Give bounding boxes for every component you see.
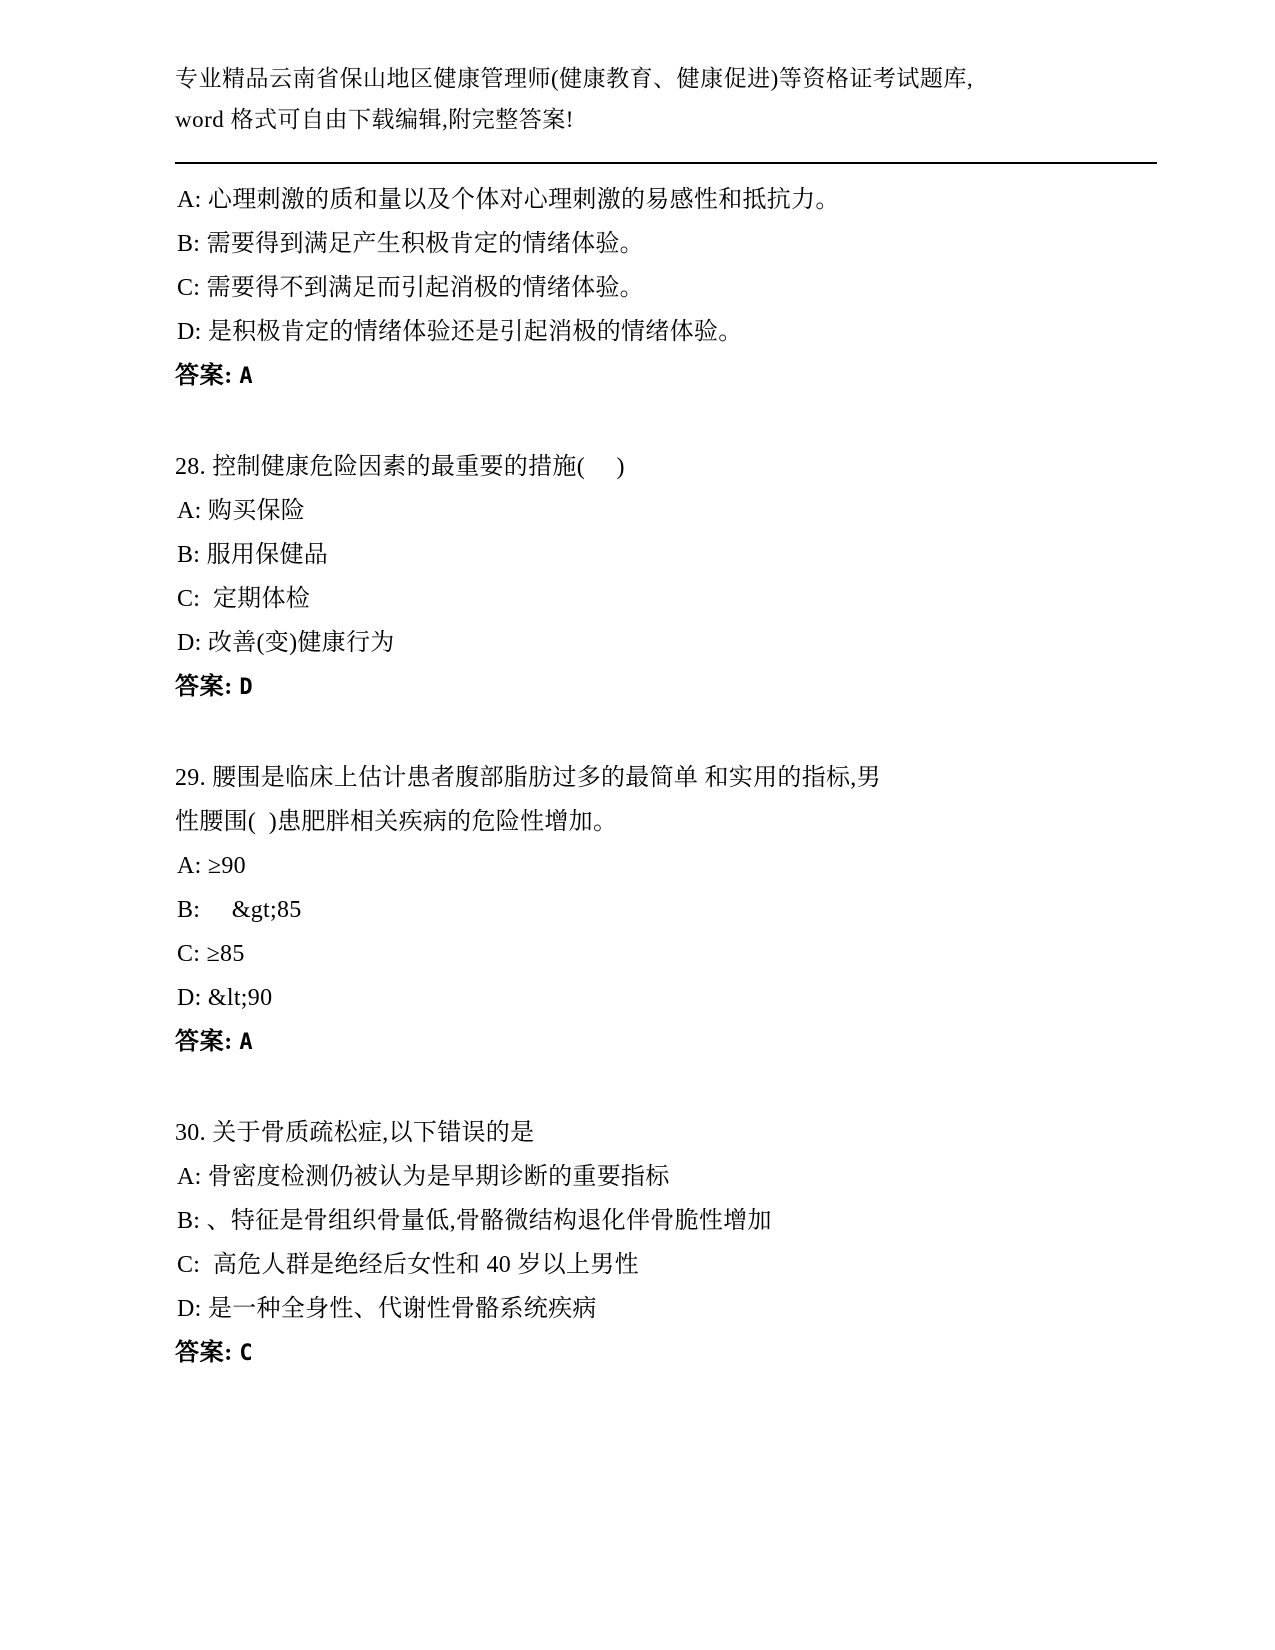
option-b: B: 需要得到满足产生积极肯定的情绪体验。 xyxy=(177,231,644,257)
question-block xyxy=(175,445,1157,710)
answer-value: C xyxy=(239,1341,254,1366)
answer-row xyxy=(175,1020,1157,1065)
answer-label: 答案: xyxy=(175,674,233,700)
option-c: C: ≥85 xyxy=(177,941,245,967)
option-c: C: 定期体检 xyxy=(177,586,311,612)
option-a: A: 心理刺激的质和量以及个体对心理刺激的易感性和抵抗力。 xyxy=(177,187,840,213)
header-line-1: 专业精品云南省保山地区健康管理师(健康教育、健康促进)等资格证考试题库, xyxy=(175,66,974,91)
option-b: B: 、特征是骨组织骨量低,骨骼微结构退化伴骨脆性增加 xyxy=(177,1208,772,1234)
answer-value: D xyxy=(239,675,254,700)
header-line-2: word 格式可自由下载编辑,附完整答案! xyxy=(175,107,574,132)
page-header xyxy=(175,58,1157,140)
option-b: B: 服用保健品 xyxy=(177,542,329,568)
answer-row xyxy=(175,354,1157,399)
option-d: D: 改善(变)健康行为 xyxy=(177,630,395,656)
option-a: A: ≥90 xyxy=(177,853,246,879)
answer-label: 答案: xyxy=(175,1029,233,1055)
answer-label: 答案: xyxy=(175,1340,233,1366)
answer-row xyxy=(175,1331,1157,1376)
question-stem: 29. 腰围是临床上估计患者腹部脂肪过多的最简单 和实用的指标,男 性腰围( )患肥胖相关疾病的危险性增加。 xyxy=(175,765,881,835)
option-d: D: &lt;90 xyxy=(177,985,273,1011)
option-a: A: 购买保险 xyxy=(177,498,306,524)
answer-row xyxy=(175,665,1157,710)
option-d: D: 是积极肯定的情绪体验还是引起消极的情绪体验。 xyxy=(177,319,743,345)
option-d: D: 是一种全身性、代谢性骨骼系统疾病 xyxy=(177,1296,597,1322)
header-divider xyxy=(175,162,1157,164)
answer-label: 答案: xyxy=(175,363,233,389)
option-c: C: 高危人群是绝经后女性和 40 岁以上男性 xyxy=(177,1252,639,1278)
option-b: B: &gt;85 xyxy=(177,897,302,923)
option-c: C: 需要得不到满足而引起消极的情绪体验。 xyxy=(177,275,644,301)
answer-value: A xyxy=(239,1030,254,1055)
question-block xyxy=(175,1111,1157,1376)
question-block xyxy=(175,756,1157,1065)
question-list xyxy=(175,178,1157,1376)
question-block xyxy=(175,178,1157,399)
question-stem: 30. 关于骨质疏松症,以下错误的是 xyxy=(175,1120,535,1146)
answer-value: A xyxy=(239,364,254,389)
question-stem: 28. 控制健康危险因素的最重要的措施( ) xyxy=(175,454,625,480)
option-a: A: 骨密度检测仍被认为是早期诊断的重要指标 xyxy=(177,1164,670,1190)
